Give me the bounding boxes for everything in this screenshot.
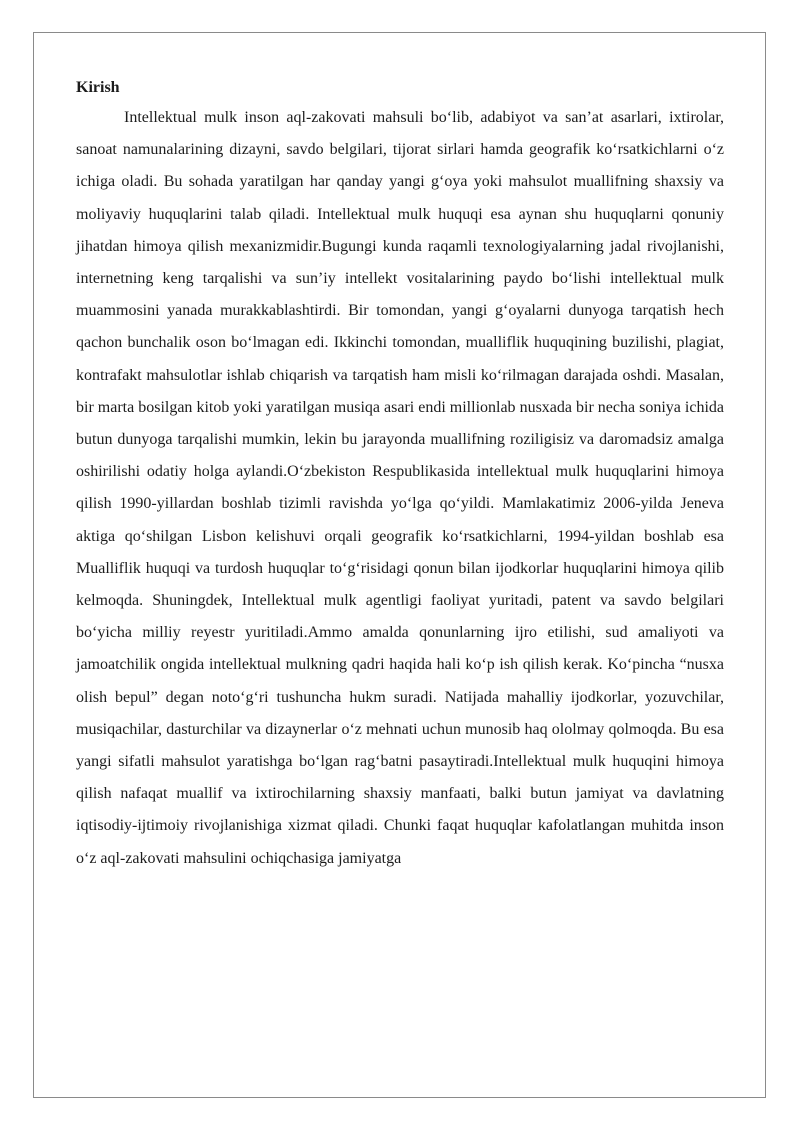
body-paragraph: Intellektual mulk inson aql-zakovati mahsuli bo‘lib, adabiyot va san’at asarlari, ixtirolar, sanoat namunalarining dizayni, savdo belgilari, tijorat sirlari hamda geografik ko‘rsatkichlarni o‘z ichiga oladi. Bu sohada yaratilgan har qanday yangi g‘oya yoki mahsulot muallifning shaxsiy va moliyaviy huquqlarini talab qiladi. Intellektual mulk huquqi esa aynan shu huquqlarni qonuniy jihatdan himoya qilish mexanizmidir.Bugungi kunda raqamli texnologiyalarning jadal rivojlanishi, internetning keng tarqalishi va sun’iy intellekt vositalarining paydo bo‘lishi intellektual mulk muammosini yanada murakkablashtirdi. Bir tomondan, yangi g‘oyalarni dunyoga tarqatish hech qachon bunchalik oson bo‘lmagan edi. Ikkinchi tomondan, mualliflik huquqining buzilishi, plagiat, kontrafakt mahsulotlar ishlab chiqarish va tarqatish ham misli ko‘rilmagan darajada oshdi. Masalan, bir marta bosilgan kitob yoki yaratilgan musiqa asari endi millionlab nusxada bir necha soniya ichida butun dunyoga tarqalishi mumkin, lekin bu jarayonda muallifning roziligisiz va daromadsiz amalga oshirilishi odatiy holga aylandi.O‘zbekiston Respublikasida intellektual mulk huquqlarini himoya qilish 1990-yillardan boshlab tizimli ravishda yo‘lga qo‘yildi. Mamlakatimiz 2006-yilda Jeneva aktiga qo‘shilgan Lisbon kelishuvi orqali geografik ko‘rsatkichlarni, 1994-yildan boshlab esa Mualliflik huquqi va turdosh huquqlar to‘g‘risidagi qonun bilan ijodkorlar huquqlarini himoya qilib kelmoqda. Shuningdek, Intellektual mulk agentligi faoliyat yuritadi, patent va savdo belgilari bo‘yicha milliy reyestr yuritiladi.Ammo amalda qonunlarning ijro etilishi, sud amaliyoti va jamoatchilik ongida intellektual mulkning qadri haqida hali ko‘p ish qilish kerak. Ko‘pincha “nusxa olish bepul” degan noto‘g‘ri tushuncha hukm suradi. Natijada mahalliy ijodkorlar, yozuvchilar, musiqachilar, dasturchilar va dizaynerlar o‘z mehnati uchun munosib haq ololmay qolmoqda. Bu esa yangi sifatli mahsulot yaratishga bo‘lgan rag‘batni pasaytiradi.Intellektual mulk huquqini himoya qilish nafaqat muallif va ixtirochilarning shaxsiy manfaati, balki butun jamiyat va davlatning iqtisodiy-ijtimoiy rivojlanishiga xizmat qiladi. Chunki faqat huquqlar kafolatlangan muhitda inson o‘z aql-zakovati mahsulini ochiqchasiga jamiyatga [76,109,724,867]
document-body [76,74,724,875]
section-heading: Kirish [76,79,120,96]
